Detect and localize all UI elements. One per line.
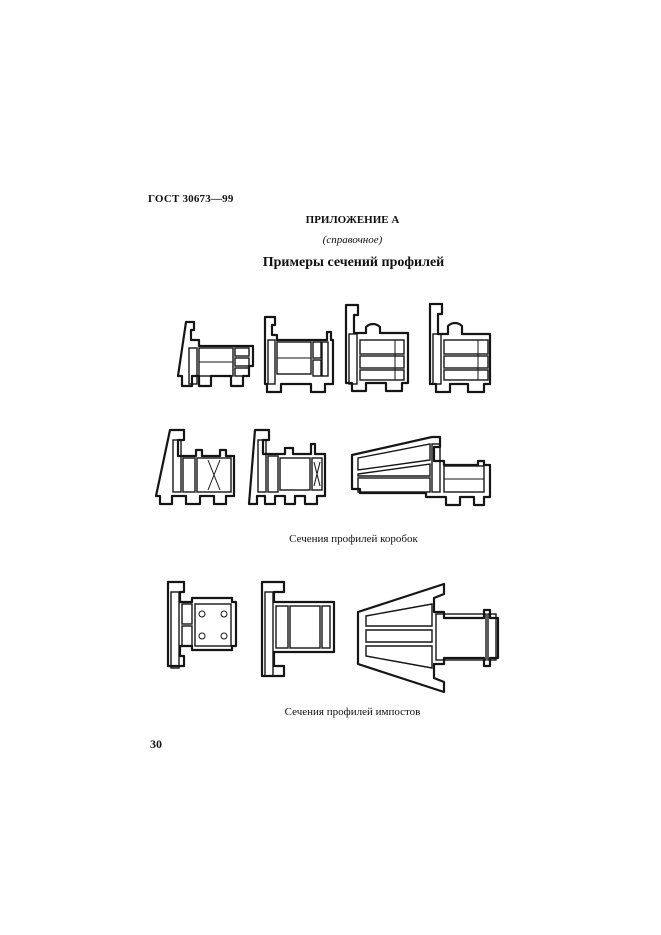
mullions-caption — [0, 706, 661, 718]
frame-profile-5 — [156, 430, 234, 504]
frames-caption — [0, 533, 661, 545]
mullion-profile-3 — [358, 584, 498, 692]
frame-profile-2 — [265, 317, 333, 392]
mullions-caption-text: Сечения профилей импостов — [284, 706, 421, 718]
page-title-text: Примеры сечений профилей — [262, 255, 445, 270]
frame-profile-7 — [352, 437, 490, 505]
frame-profile-4 — [430, 304, 490, 392]
frame-profile-1 — [178, 322, 253, 386]
appendix-note-text: (справочное) — [322, 234, 383, 246]
appendix-title-text: ПРИЛОЖЕНИЕ А — [305, 214, 400, 226]
frame-profile-6 — [249, 430, 325, 504]
document-code: ГОСТ 30673—99 — [148, 193, 234, 205]
page-number: 30 — [150, 737, 162, 751]
mullion-profile-1 — [168, 582, 236, 668]
mullion-profile-2 — [262, 582, 334, 676]
frames-caption-text: Сечения профилей коробок — [289, 533, 418, 545]
frame-profile-3 — [346, 305, 408, 391]
